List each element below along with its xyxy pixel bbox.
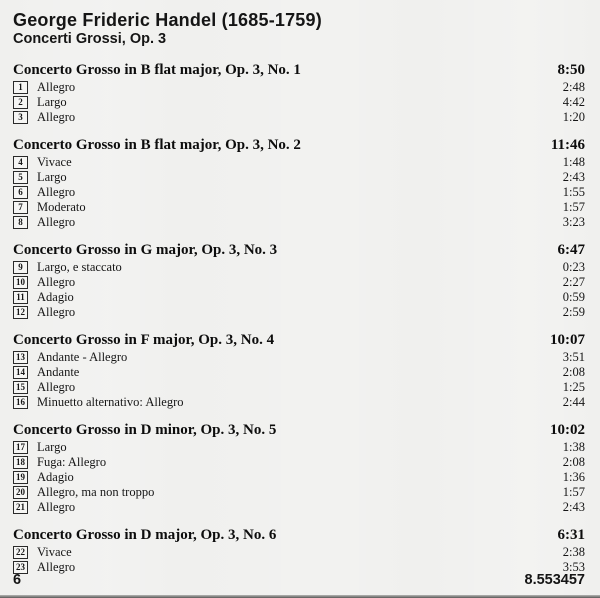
track-title: Allegro [37,215,76,229]
track-row [13,170,585,185]
track-number-box: 11 [13,291,28,304]
track-number-box: 5 [13,171,28,184]
track-duration: 3:51 [562,350,585,364]
track-row [13,290,585,305]
track-number-box: 1 [13,81,28,94]
track-number-box: 12 [13,306,28,319]
track-number-box: 2 [13,96,28,109]
track-duration: 2:08 [562,365,585,379]
track-row [13,380,585,395]
track-number-box: 6 [13,186,28,199]
track-duration: 1:57 [562,200,585,214]
track-title: Allegro [37,500,76,514]
track-title: Allegro [37,110,76,124]
track-number-box: 7 [13,201,28,214]
track-number-box: 18 [13,456,28,469]
concerto-title: Concerto Grosso in B flat major, Op. 3, No. 1 [13,62,301,78]
concerto-heading [13,241,585,260]
track-duration: 2:27 [562,275,585,289]
track-duration: 1:20 [562,110,585,124]
track-number-box: 3 [13,111,28,124]
track-row [13,80,585,95]
track-title: Largo [37,95,67,109]
concerto-section [13,331,585,410]
track-title: Allegro [37,275,76,289]
concerto-heading [13,136,585,155]
track-number-box: 10 [13,276,28,289]
concerto-heading [13,61,585,80]
track-row [13,395,585,410]
track-number-box: 16 [13,396,28,409]
track-title: Largo [37,170,67,184]
track-title: Andante [37,365,80,379]
concerto-total-duration: 10:02 [550,422,585,438]
track-duration: 1:48 [562,155,585,169]
track-number-box: 13 [13,351,28,364]
track-duration: 1:25 [562,380,585,394]
concerto-total-duration: 8:50 [557,62,585,78]
track-title: Adagio [37,290,74,304]
concerto-title: Concerto Grosso in G major, Op. 3, No. 3 [13,242,278,258]
composer-heading: George Frideric Handel (1685-1759) [13,10,322,30]
track-row [13,200,585,215]
track-row [13,365,585,380]
track-duration: 2:08 [562,455,585,469]
track-number-box: 21 [13,501,28,514]
concerto-total-duration: 6:31 [557,527,585,543]
track-row [13,185,585,200]
track-duration: 2:38 [562,545,585,559]
track-row [13,260,585,275]
track-title: Fuga: Allegro [37,455,107,469]
track-title: Allegro [37,380,76,394]
track-number-box: 8 [13,216,28,229]
concerto-total-duration: 11:46 [550,137,585,153]
track-duration: 1:36 [562,470,585,484]
track-row [13,485,585,500]
track-number-box: 15 [13,381,28,394]
concerto-heading [13,331,585,350]
track-title: Minuetto alternativo: Allegro [37,395,184,409]
concerto-section [13,241,585,320]
concerto-section [13,421,585,515]
track-title: Largo [37,440,67,454]
track-title: Allegro [37,305,76,319]
concerto-title: Concerto Grosso in D minor, Op. 3, No. 5 [13,422,277,438]
track-row [13,215,585,230]
track-row [13,455,585,470]
concerto-total-duration: 6:47 [557,242,585,258]
track-duration: 3:53 [562,560,585,574]
track-duration: 2:44 [562,395,585,409]
track-number-box: 9 [13,261,28,274]
track-number-box: 4 [13,156,28,169]
page-footer [13,572,585,588]
track-duration: 0:23 [562,260,585,274]
track-duration: 2:48 [562,80,585,94]
track-title: Allegro [37,185,76,199]
track-number-box: 22 [13,546,28,559]
track-title: Allegro, ma non troppo [37,485,155,499]
track-title: Allegro [37,80,76,94]
track-row [13,470,585,485]
track-title: Moderato [37,200,86,214]
track-title: Allegro [37,560,76,574]
track-duration: 3:23 [562,215,585,229]
track-number-box: 17 [13,441,28,454]
track-row [13,95,585,110]
catalog-number: 8.553457 [524,572,585,588]
track-duration: 1:57 [562,485,585,499]
track-row [13,500,585,515]
track-row [13,350,585,365]
concerto-heading [13,526,585,545]
track-row [13,275,585,290]
track-number-box: 19 [13,471,28,484]
track-title: Vivace [37,545,72,559]
track-duration: 2:43 [562,500,585,514]
work-title: Concerti Grossi, Op. 3 [13,31,167,47]
track-row [13,440,585,455]
concerto-title: Concerto Grosso in D major, Op. 3, No. 6 [13,527,277,543]
concerto-section [13,526,585,575]
concerto-total-duration: 10:07 [550,332,585,348]
concerto-title: Concerto Grosso in B flat major, Op. 3, No. 2 [13,137,301,153]
track-number-box: 20 [13,486,28,499]
track-duration: 2:59 [562,305,585,319]
track-row [13,110,585,125]
track-duration: 2:43 [562,170,585,184]
track-duration: 1:38 [562,440,585,454]
track-number-box: 23 [13,561,28,574]
concerto-section [13,61,585,125]
track-row [13,155,585,170]
concerto-heading [13,421,585,440]
track-title: Largo, e staccato [37,260,122,274]
concerto-title: Concerto Grosso in F major, Op. 3, No. 4 [13,332,275,348]
track-title: Adagio [37,470,74,484]
track-duration: 1:55 [562,185,585,199]
page-number: 6 [13,572,22,588]
track-duration: 4:42 [562,95,585,109]
concerto-section [13,136,585,230]
track-number-box: 14 [13,366,28,379]
track-title: Vivace [37,155,72,169]
track-title: Andante - Allegro [37,350,128,364]
track-row [13,545,585,560]
track-row [13,305,585,320]
track-duration: 0:59 [562,290,585,304]
tracklist [13,61,585,575]
